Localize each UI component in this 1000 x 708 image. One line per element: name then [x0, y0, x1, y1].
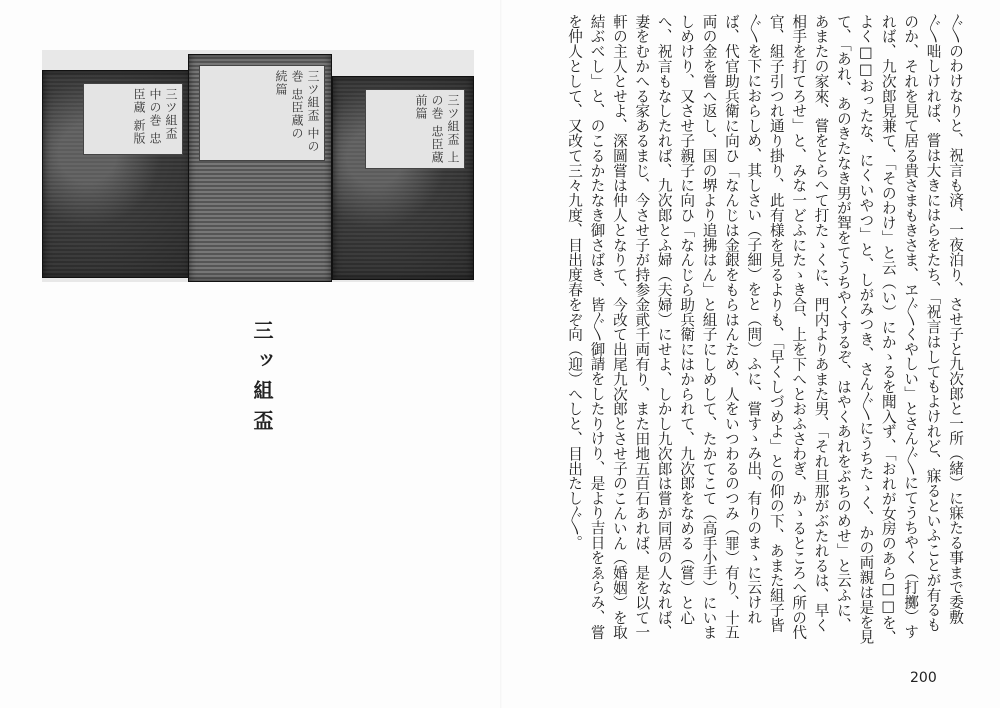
booklets-photo [42, 50, 474, 282]
booklet-label: 三ツ組盃 中の巻 忠臣蔵 新版 [83, 83, 183, 155]
page-gutter [500, 0, 502, 708]
vertical-body-text [568, 14, 966, 646]
book-title: 三ッ組盃 [250, 320, 274, 440]
booklet-label: 三ツ組盃 中の巻 忠臣蔵の 続篇 [199, 65, 325, 161]
booklet-right [332, 76, 474, 280]
body-paragraph: 〲のわけなりと、祝言も済、一夜泊り、させ子と九次郎と一所（緒）に寐たる事まで委敷〲咄しければ、嘗は大きにはらをたち、「祝言はしてもよけれど、寐るといふことが有るものか、それを見て居る貴さまもきさま、ヱ〲くやしい」とさん〲にてうちやく（打擲）すれば、九次郎見兼て、「そのわけ」と云（い）にかゝるを聞入ず、「おれが女房のあら□□を、よく□□おったな、にくいやつ」と、しがみつき、さん〲にうちたゝく、かの両親は是を見て、「あれ、あのきたなき男が聟をてうちやくするぞ、はやくあれをぶちのめせ」と云ふに、あまたの家來、嘗をとらへて打たゝくに、門内よりあまた男、「それ旦那がぶたれるは、早く相手を打てろせ」と、みな一どふにたゝき合、上を下へとおふさわぎ、かゝるところへ所の代官、組子引つれ通り掛り、此有様を見るよりも、「早くしづめよ」との仰の下、あまた組子皆〲を下におらしめ、其しさい（子細）をと（問）ふに、嘗すゝみ出、有りのまゝに云ければ、代官助兵衛に向ひ「なんじは金銀をもらはんため、人をいつわるのつみ（罪）有り、十五両の金を嘗へ返し、国の堺より追拂はん」と組子にしめして、たかてこて（高手小手）にいましめけり、又させ子親子に向ひ「なんじら助兵衛にはかられて、九次郎をなめる（嘗）と心へ、祝言もなしたれば、九次郎とふ婦（夫婦）にせよ、しかし九次郎は嘗が同居の人なれば、妻をむかへる家あるまじ、今させ子が持参金貮千両有り、また田地五百石あれば、是を以て一軒の主人とせよ、深圖嘗は仲人となりて、今改て出尾九次郎とさせ子のこんいん（婚姻）を取結ぶべし」と、のこるかたなき御さばき、皆〲御請をしたりけり、是より吉日をゑらみ、嘗を仲人として、又改て三々九度、目出度春をぞ向（迎）へしと、目出たし〲。 [566, 14, 964, 645]
page-number: 200 [910, 670, 937, 686]
booklet-left [42, 70, 192, 278]
booklet-label: 三ツ組盃 上の巻 忠臣蔵 前篇 [365, 89, 465, 169]
booklet-middle [188, 54, 332, 282]
